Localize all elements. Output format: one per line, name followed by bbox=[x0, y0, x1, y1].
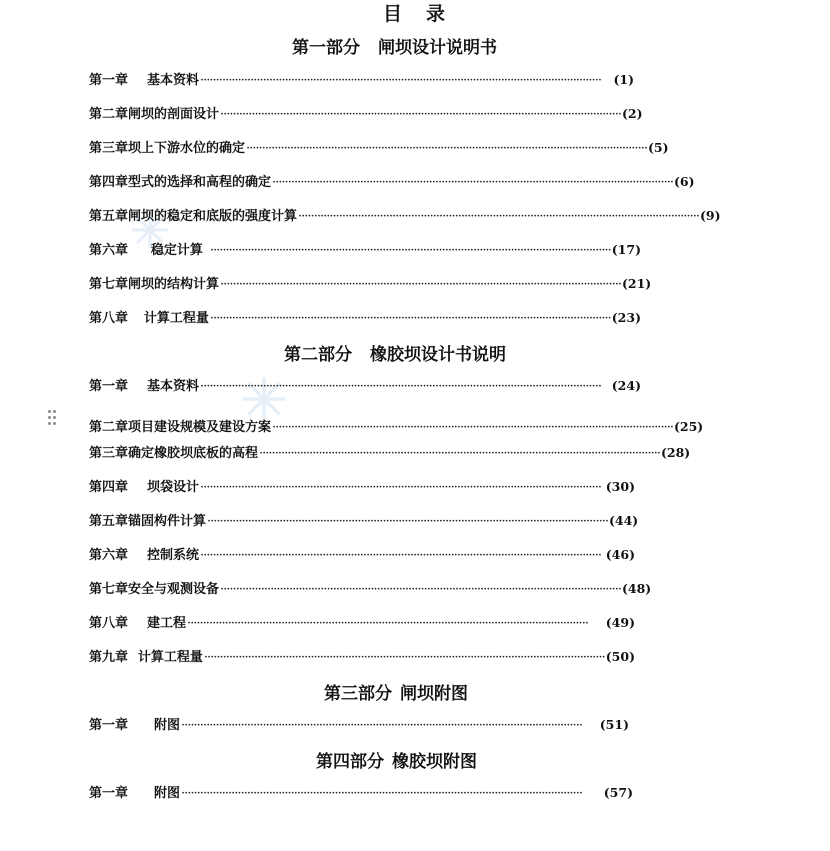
toc-chapter-name: 附图 bbox=[154, 786, 181, 801]
toc-chapter-number: 第一章 bbox=[89, 379, 129, 394]
toc-page-number: (25) bbox=[673, 419, 704, 434]
toc-chapter-number: 第七章 bbox=[89, 277, 129, 292]
dot-leader: ································································································································ bbox=[187, 616, 588, 631]
toc-entry[interactable] bbox=[89, 239, 641, 259]
toc-entry[interactable] bbox=[89, 273, 652, 293]
drag-handle-icon[interactable] bbox=[48, 410, 58, 426]
toc-chapter-name: 附图 bbox=[154, 718, 181, 733]
toc-chapter-number: 第一章 bbox=[89, 718, 129, 733]
dot-leader: ································································································································ bbox=[246, 141, 647, 156]
toc-entry[interactable] bbox=[89, 714, 629, 734]
toc-entry[interactable] bbox=[89, 578, 652, 598]
toc-heading bbox=[0, 0, 830, 26]
toc-chapter-number: 第六章 bbox=[89, 548, 129, 563]
toc-chapter-number: 第四章 bbox=[89, 175, 129, 190]
toc-entry[interactable] bbox=[89, 69, 634, 89]
part-1-subtitle: 闸坝设计说明书 bbox=[378, 38, 497, 58]
dot-leader: ································································································································ bbox=[200, 73, 601, 88]
toc-chapter-number: 第六章 bbox=[89, 243, 129, 258]
toc-chapter-number: 第七章 bbox=[89, 582, 129, 597]
toc-entry[interactable] bbox=[89, 205, 721, 225]
toc-chapter-name: 闸坝的稳定和底版的强度计算 bbox=[128, 209, 298, 224]
toc-page-number: (1) bbox=[613, 72, 634, 87]
toc-chapter-name: 确定橡胶坝底板的高程 bbox=[128, 446, 259, 461]
dot-leader: ································································································································ bbox=[220, 582, 621, 597]
toc-heading-char-1: 目 bbox=[382, 3, 404, 25]
part-1-title bbox=[292, 33, 497, 58]
toc-chapter-number: 第一章 bbox=[89, 786, 129, 801]
toc-chapter-name: 基本资料 bbox=[147, 379, 200, 394]
toc-chapter-name: 项目建设规模及建设方案 bbox=[128, 420, 272, 435]
toc-chapter-name: 计算工程量 bbox=[137, 650, 203, 665]
toc-page-number: (30) bbox=[605, 479, 635, 494]
toc-chapter-number: 第三章 bbox=[89, 141, 129, 156]
toc-entry[interactable] bbox=[89, 544, 635, 564]
toc-chapter-number: 第五章 bbox=[89, 209, 129, 224]
toc-entry[interactable] bbox=[89, 510, 639, 530]
toc-entry[interactable] bbox=[89, 612, 635, 632]
toc-chapter-number: 第九章 bbox=[89, 650, 129, 665]
part-4-subtitle: 橡胶坝附图 bbox=[392, 752, 477, 772]
dot-leader: ································································································································ bbox=[209, 311, 611, 326]
toc-entry[interactable] bbox=[89, 171, 695, 191]
toc-chapter-name: 闸坝的结构计算 bbox=[128, 277, 220, 292]
toc-entry[interactable] bbox=[89, 137, 669, 157]
toc-chapter-name: 建工程 bbox=[147, 616, 187, 631]
part-2-title bbox=[284, 340, 506, 365]
toc-chapter-name: 坝上下游水位的确定 bbox=[128, 141, 246, 156]
toc-chapter-name: 坝袋设计 bbox=[147, 480, 200, 495]
toc-page-number: (21) bbox=[621, 276, 652, 291]
toc-page-number: (6) bbox=[673, 174, 695, 189]
part-1-label: 第一部分 bbox=[292, 38, 360, 58]
toc-page-number: (2) bbox=[621, 106, 643, 121]
toc-page-number: (50) bbox=[605, 649, 635, 664]
dot-leader: ································································································································ bbox=[209, 243, 611, 258]
part-4-title bbox=[316, 747, 477, 772]
toc-page-number: (51) bbox=[599, 717, 629, 732]
toc-entry[interactable] bbox=[89, 307, 641, 327]
toc-chapter-number: 第八章 bbox=[89, 311, 129, 326]
dot-leader: ································································································································ bbox=[207, 514, 608, 529]
toc-entry[interactable] bbox=[89, 375, 641, 395]
toc-page-number: (5) bbox=[647, 140, 669, 155]
dot-leader: ································································································································ bbox=[259, 446, 660, 461]
toc-entry[interactable] bbox=[89, 103, 643, 123]
dot-leader: ································································································································ bbox=[272, 420, 673, 435]
toc-chapter-name: 安全与观测设备 bbox=[128, 582, 220, 597]
toc-chapter-number: 第二章 bbox=[89, 420, 129, 435]
toc-entry[interactable] bbox=[89, 416, 704, 436]
part-3-subtitle: 闸坝附图 bbox=[400, 684, 468, 704]
toc-chapter-number: 第五章 bbox=[89, 514, 129, 529]
toc-chapter-name: 闸坝的剖面设计 bbox=[128, 107, 220, 122]
toc-chapter-number: 第一章 bbox=[89, 73, 129, 88]
toc-page-number: (46) bbox=[605, 547, 635, 562]
part-3-label: 第三部分 bbox=[324, 684, 392, 704]
toc-page-number: (24) bbox=[611, 378, 641, 393]
toc-chapter-number: 第二章 bbox=[89, 107, 129, 122]
toc-entry[interactable] bbox=[89, 442, 691, 462]
dot-leader: ································································································································ bbox=[272, 175, 673, 190]
toc-chapter-name: 基本资料 bbox=[147, 73, 200, 88]
toc-entry[interactable] bbox=[89, 646, 635, 666]
toc-page-number: (44) bbox=[608, 513, 639, 528]
dot-leader: ································································································································ bbox=[298, 209, 699, 224]
part-2-label: 第二部分 bbox=[284, 345, 352, 365]
toc-entry[interactable] bbox=[89, 782, 633, 802]
part-3-title bbox=[324, 679, 468, 704]
toc-page-number: (23) bbox=[611, 310, 641, 325]
toc-page-number: (57) bbox=[603, 785, 633, 800]
dot-leader: ································································································································ bbox=[181, 786, 582, 801]
dot-leader: ································································································································ bbox=[220, 277, 621, 292]
toc-chapter-number: 第四章 bbox=[89, 480, 129, 495]
dot-leader: ································································································································ bbox=[200, 480, 601, 495]
toc-page-number: (9) bbox=[699, 208, 721, 223]
toc-chapter-name: 控制系统 bbox=[147, 548, 200, 563]
toc-page-number: (28) bbox=[660, 445, 691, 460]
toc-page-number: (48) bbox=[621, 581, 652, 596]
part-2-subtitle: 橡胶坝设计书说明 bbox=[370, 345, 506, 365]
dot-leader: ································································································································ bbox=[200, 379, 601, 394]
toc-heading-char-2: 录 bbox=[426, 3, 448, 25]
toc-chapter-number: 第八章 bbox=[89, 616, 129, 631]
dot-leader: ································································································································ bbox=[220, 107, 621, 122]
dot-leader: ································································································································ bbox=[200, 548, 601, 563]
part-4-label: 第四部分 bbox=[316, 752, 384, 772]
toc-chapter-name: 型式的选择和高程的确定 bbox=[128, 175, 272, 190]
toc-entry[interactable] bbox=[89, 476, 635, 496]
toc-chapter-name: 计算工程量 bbox=[143, 311, 209, 326]
toc-page-number: (49) bbox=[605, 615, 635, 630]
toc-chapter-number: 第三章 bbox=[89, 446, 129, 461]
dot-leader: ································································································································ bbox=[203, 650, 605, 665]
toc-chapter-name: 稳定计算 bbox=[150, 243, 203, 258]
toc-chapter-name: 锚固构件计算 bbox=[128, 514, 207, 529]
toc-page-number: (17) bbox=[611, 242, 641, 257]
dot-leader: ································································································································ bbox=[181, 718, 582, 733]
